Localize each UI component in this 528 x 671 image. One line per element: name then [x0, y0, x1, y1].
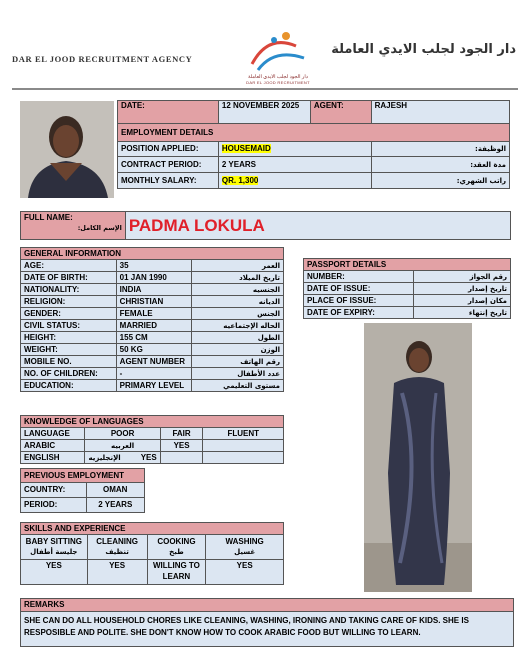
logo-text-en: DAR EL JOOD RECRUITMENT [246, 80, 310, 85]
general-info-value: PRIMARY LEVEL [116, 380, 191, 392]
general-info-label-ar: الجنس [191, 308, 283, 320]
header-divider [12, 88, 518, 90]
general-info-label-ar: الديانه [191, 296, 283, 308]
general-info-label: MOBILE NO. [21, 356, 117, 368]
general-info-value: FEMALE [116, 308, 191, 320]
previous-employment-table [20, 468, 145, 513]
general-info-label-ar: الوزن [191, 344, 283, 356]
general-info-label-ar: عدد الأطفال [191, 368, 283, 380]
skill-header-0 [21, 535, 88, 560]
position-label-ar: الوظيفة: [371, 142, 509, 157]
previous-employment-header: PREVIOUS EMPLOYMENT [21, 469, 145, 483]
remarks-header: REMARKS [21, 599, 514, 612]
language-name-ar: الإنجليزيه [88, 453, 121, 462]
skill-name: WASHING [225, 537, 264, 546]
skill-value: YES [87, 560, 147, 585]
general-info-row [21, 308, 284, 320]
language-fair: YES [160, 440, 203, 452]
passport-label: DATE OF EXPIRY: [304, 307, 414, 319]
passport-label-ar: تاريخ إصدار [413, 283, 510, 295]
general-info-label-ar: الجنسيه [191, 284, 283, 296]
passport-label: DATE OF ISSUE: [304, 283, 414, 295]
general-info-row [21, 356, 284, 368]
general-info-value: 155 CM [116, 332, 191, 344]
position-value: HOUSEMAID [218, 142, 371, 157]
passport-label-ar: مكان إصدار [413, 295, 510, 307]
general-info-row [21, 320, 284, 332]
general-info-value: 50 KG [116, 344, 191, 356]
date-label: DATE: [118, 101, 219, 124]
general-info-value: 01 JAN 1990 [116, 272, 191, 284]
full-name-label: FULL NAME: الإسم الكامل: [21, 212, 126, 240]
skill-header-1 [87, 535, 147, 560]
general-info-row [21, 368, 284, 380]
portrait-photo [20, 101, 114, 198]
full-body-photo [364, 323, 472, 592]
general-info-value: 35 [116, 260, 191, 272]
agent-label: AGENT: [310, 101, 371, 124]
general-info-label: AGE: [21, 260, 117, 272]
general-info-row [21, 284, 284, 296]
language-row [21, 452, 284, 464]
skills-title-row [21, 535, 284, 560]
lang-col-fluent: FLUENT [203, 428, 284, 440]
general-info-label: CIVIL STATUS: [21, 320, 117, 332]
logo-text-ar: دار الجود لجلب الايدي العاملة [248, 74, 308, 80]
passport-header: PASSPORT DETAILS [304, 259, 511, 271]
skill-name: BABY SITTING [25, 537, 82, 546]
language-name-ar: العربيه [85, 440, 160, 452]
skill-name: CLEANING [96, 537, 138, 546]
skill-name-ar: جليسة أطفال [30, 548, 78, 556]
general-info-label: RELIGION: [21, 296, 117, 308]
languages-header: KNOWLEDGE OF LANGUAGES [21, 416, 284, 428]
passport-row [304, 295, 511, 307]
language-fluent [203, 440, 284, 452]
general-info-label: HEIGHT: [21, 332, 117, 344]
general-info-label-ar: مستوى التعليمي [191, 380, 283, 392]
language-fluent [203, 452, 284, 464]
salary-value: QR. 1,300 [218, 173, 371, 189]
skill-name-ar: طبخ [169, 548, 184, 556]
country-label: COUNTRY: [21, 483, 87, 498]
general-info-value: INDIA [116, 284, 191, 296]
language-name: ENGLISH [21, 452, 85, 464]
languages-table [20, 415, 284, 464]
general-info-row [21, 332, 284, 344]
skills-header: SKILLS AND EXPERIENCE [21, 523, 284, 535]
full-name-value: PADMA LOKULA [125, 212, 510, 240]
passport-row [304, 283, 511, 295]
general-info-label: GENDER: [21, 308, 117, 320]
general-info-value: AGENT NUMBER [116, 356, 191, 368]
general-info-label: NATIONALITY: [21, 284, 117, 296]
country-value: OMAN [86, 483, 145, 498]
general-info-label-ar: تاريخ الميلاد [191, 272, 283, 284]
passport-label: NUMBER: [304, 271, 414, 283]
general-info-label-ar: الحاله الإجتماعيه [191, 320, 283, 332]
position-label: POSITION APPLIED: [118, 142, 219, 157]
language-poor-value: YES [140, 452, 157, 462]
language-fair [160, 452, 203, 464]
date-value: 12 NOVEMBER 2025 [218, 101, 310, 124]
general-info-label: NO. OF CHILDREN: [21, 368, 117, 380]
lang-col-fair: FAIR [160, 428, 203, 440]
general-info-label: WEIGHT: [21, 344, 117, 356]
contract-value: 2 YEARS [218, 157, 371, 173]
skill-value: WILLING TO LEARN [147, 560, 206, 585]
general-info-label-ar: رقم الهاتف [191, 356, 283, 368]
passport-label: PLACE OF ISSUE: [304, 295, 414, 307]
passport-row [304, 307, 511, 319]
general-info-row [21, 380, 284, 392]
lang-col-poor: POOR [85, 428, 160, 440]
salary-label: MONTHLY SALARY: [118, 173, 219, 189]
remarks-table [20, 598, 514, 647]
passport-label-ar: تاريخ إنتهاء [413, 307, 510, 319]
general-info-label-ar: العمر [191, 260, 283, 272]
salary-label-ar: راتب الشهري: [371, 173, 509, 189]
language-name: ARABIC [21, 440, 85, 452]
skill-value: YES [21, 560, 88, 585]
general-info-value: MARRIED [116, 320, 191, 332]
skill-name-ar: غسيل [234, 548, 256, 556]
period-value: 2 YEARS [86, 498, 145, 513]
general-info-label: EDUCATION: [21, 380, 117, 392]
general-info-value: - [116, 368, 191, 380]
language-poor [85, 452, 160, 464]
skills-table [20, 522, 284, 585]
remarks-text: SHE CAN DO ALL HOUSEHOLD CHORES LIKE CLEANING, WASHING, IRONING AND TAKING CARE OF KIDS. SHE IS RESPOSIBLE AND POLITE. SHE DON'T KNOW HOW TO COOK ARABIC FOOD BUT WILLING TO LEARN. [21, 612, 514, 647]
employment-details-header: EMPLOYMENT DETAILS [118, 124, 510, 142]
general-info-value: CHRISTIAN [116, 296, 191, 308]
general-info-header: GENERAL INFORMATION [21, 248, 284, 260]
passport-details-table [303, 258, 511, 319]
full-name-table [20, 211, 511, 240]
passport-label-ar: رقم الجواز [413, 271, 510, 283]
agency-name-ar: دار الجود لجلب الايدي العاملة [331, 42, 516, 57]
general-info-label-ar: الطول [191, 332, 283, 344]
skills-value-row [21, 560, 284, 585]
general-information-table [20, 247, 284, 392]
contract-label-ar: مدة العقد: [371, 157, 509, 173]
lang-col-language: LANGUAGE [21, 428, 85, 440]
language-row [21, 440, 284, 452]
top-details-table [117, 100, 510, 189]
general-info-row [21, 296, 284, 308]
skill-header-3 [206, 535, 284, 560]
general-info-row [21, 260, 284, 272]
passport-row [304, 271, 511, 283]
general-info-label: DATE OF BIRTH: [21, 272, 117, 284]
skill-name-ar: تنظيف [105, 548, 129, 556]
period-label: PERIOD: [21, 498, 87, 513]
skill-value: YES [206, 560, 284, 585]
skill-header-2 [147, 535, 206, 560]
skill-name: COOKING [157, 537, 196, 546]
agency-name-en: DAR EL JOOD RECRUITMENT AGENCY [12, 54, 193, 64]
general-info-row [21, 344, 284, 356]
contract-label: CONTRACT PERIOD: [118, 157, 219, 173]
general-info-row [21, 272, 284, 284]
agent-value: RAJESH [371, 101, 509, 124]
